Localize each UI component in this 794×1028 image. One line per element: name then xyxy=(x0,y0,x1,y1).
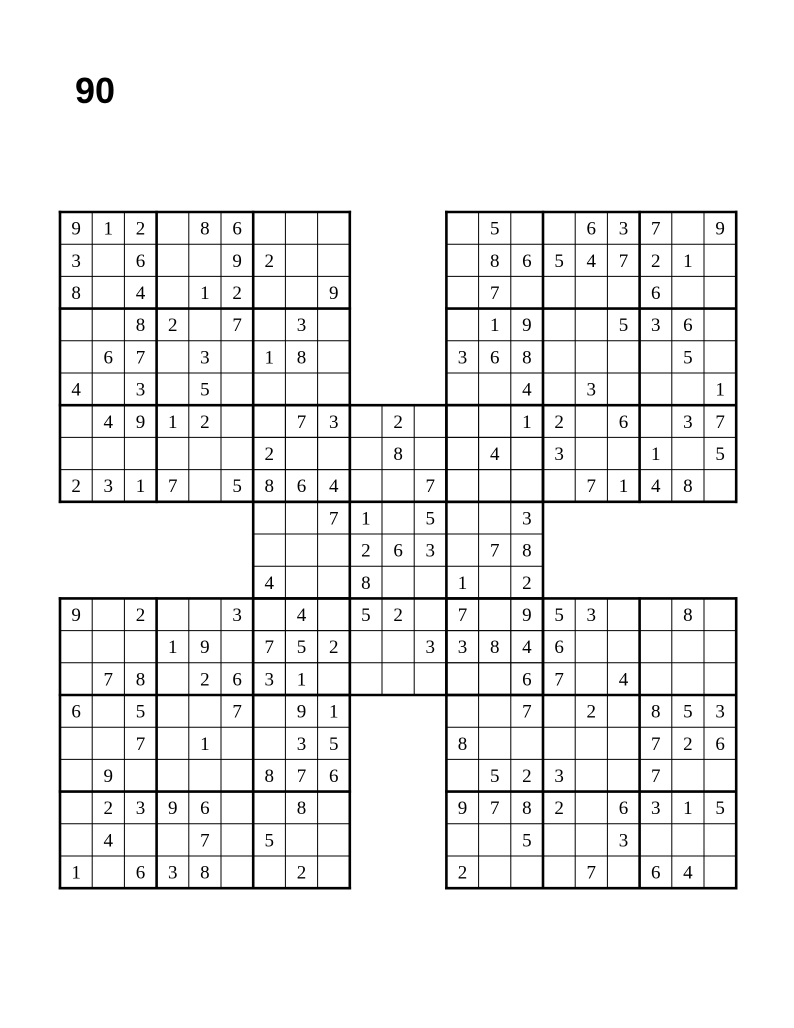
given-digit: 6 xyxy=(683,315,693,337)
given-digit: 6 xyxy=(715,733,725,755)
given-digit: 6 xyxy=(296,476,307,498)
given-digit: 1 xyxy=(264,347,275,369)
given-digit: 7 xyxy=(554,669,564,691)
given-digit: 2 xyxy=(264,250,275,272)
given-digit: 8 xyxy=(457,733,468,755)
given-digit: 6 xyxy=(328,766,339,787)
given-digit: 9 xyxy=(135,411,146,433)
given-digit: 8 xyxy=(71,283,81,304)
given-digit: 4 xyxy=(103,830,114,852)
given-digit: 5 xyxy=(715,444,725,465)
given-digit: 7 xyxy=(264,637,275,659)
given-digit: 4 xyxy=(103,411,114,433)
given-digit: 5 xyxy=(618,315,629,337)
given-digit: 3 xyxy=(200,347,210,369)
given-digit: 3 xyxy=(264,669,275,691)
given-digit: 1 xyxy=(103,218,114,240)
given-digit: 6 xyxy=(71,701,81,723)
given-digit: 2 xyxy=(393,411,403,433)
given-digit: 2 xyxy=(554,411,564,433)
given-digit: 7 xyxy=(457,605,468,626)
given-digit: 6 xyxy=(393,540,403,562)
given-digit: 2 xyxy=(200,411,210,433)
given-digit: 1 xyxy=(683,798,693,820)
given-digit: 7 xyxy=(135,347,146,369)
given-digit: 3 xyxy=(103,476,114,498)
given-digit: 3 xyxy=(167,862,178,884)
given-digit: 7 xyxy=(650,766,661,787)
given-digit: 2 xyxy=(361,540,371,562)
given-digit: 6 xyxy=(200,798,210,820)
given-digit: 3 xyxy=(650,315,661,337)
given-digit: 9 xyxy=(103,766,114,787)
given-digit: 1 xyxy=(489,315,500,337)
given-digit: 3 xyxy=(232,605,242,626)
given-digit: 2 xyxy=(71,476,81,498)
given-digit: 7 xyxy=(715,411,725,433)
given-digit: 3 xyxy=(457,637,468,659)
given-digit: 6 xyxy=(522,250,532,272)
given-digit: 8 xyxy=(522,347,532,369)
given-digit: 1 xyxy=(457,572,468,594)
given-digit: 7 xyxy=(586,476,597,498)
given-digit: 1 xyxy=(200,733,210,755)
given-digit: 1 xyxy=(200,283,210,304)
given-digit: 2 xyxy=(135,605,146,626)
given-digit: 8 xyxy=(489,250,500,272)
given-digit: 3 xyxy=(425,637,436,659)
given-digit: 9 xyxy=(71,218,81,240)
given-digit: 6 xyxy=(522,669,532,691)
given-digit: 6 xyxy=(135,250,146,272)
given-digit: 1 xyxy=(135,476,146,498)
given-digit: 2 xyxy=(264,444,275,465)
given-digit: 7 xyxy=(586,862,597,884)
given-digit: 5 xyxy=(683,701,693,723)
given-digit: 7 xyxy=(103,669,114,691)
given-digit: 5 xyxy=(135,701,146,723)
given-digit: 3 xyxy=(135,379,146,401)
given-digit: 2 xyxy=(103,798,114,820)
given-digit: 9 xyxy=(522,605,532,626)
given-digit: 3 xyxy=(554,444,564,465)
given-digit: 3 xyxy=(554,766,564,787)
given-digit: 3 xyxy=(425,540,436,562)
given-digit: 9 xyxy=(457,798,468,820)
given-digit: 8 xyxy=(522,798,532,820)
given-digit: 7 xyxy=(232,315,242,337)
given-digit: 4 xyxy=(489,444,500,465)
given-digit: 2 xyxy=(232,283,242,304)
given-digit: 5 xyxy=(489,766,500,787)
given-digit: 5 xyxy=(522,830,532,852)
given-digit: 8 xyxy=(200,862,210,884)
given-digit: 7 xyxy=(232,701,242,723)
given-digit: 3 xyxy=(71,250,81,272)
given-digit: 7 xyxy=(489,798,500,820)
given-digit: 6 xyxy=(232,669,242,691)
given-digit: 7 xyxy=(200,830,210,852)
given-digit: 3 xyxy=(618,218,629,240)
given-digit: 8 xyxy=(489,637,500,659)
given-digit: 2 xyxy=(200,669,210,691)
given-digit: 8 xyxy=(200,218,210,240)
given-digit: 4 xyxy=(522,637,532,659)
given-digit: 5 xyxy=(296,637,307,659)
given-digit: 7 xyxy=(425,476,436,498)
given-digit: 5 xyxy=(328,733,339,755)
given-digit: 7 xyxy=(296,766,307,787)
given-digit: 4 xyxy=(683,862,693,884)
given-digit: 1 xyxy=(167,411,178,433)
given-digit: 8 xyxy=(296,798,307,820)
given-digit: 1 xyxy=(650,444,661,465)
given-digit: 9 xyxy=(296,701,307,723)
given-digit: 1 xyxy=(683,250,693,272)
given-digit: 7 xyxy=(522,701,532,723)
given-digit: 3 xyxy=(586,605,597,626)
given-digit: 9 xyxy=(715,218,725,240)
given-digit: 6 xyxy=(489,347,500,369)
given-digit: 1 xyxy=(715,379,725,401)
given-digit: 8 xyxy=(296,347,307,369)
given-digit: 7 xyxy=(650,733,661,755)
given-digit: 8 xyxy=(135,315,146,337)
given-digit: 5 xyxy=(715,798,725,820)
given-digit: 4 xyxy=(650,476,661,498)
given-digit: 6 xyxy=(135,862,146,884)
given-digit: 2 xyxy=(554,798,564,820)
given-digit: 3 xyxy=(328,411,339,433)
given-digit: 1 xyxy=(328,701,339,723)
puzzle-number: 90 xyxy=(75,70,116,111)
given-digit: 2 xyxy=(296,862,307,884)
given-digit: 2 xyxy=(328,637,339,659)
given-digit: 3 xyxy=(683,411,693,433)
given-digit: 8 xyxy=(135,669,146,691)
given-digit: 5 xyxy=(489,218,500,240)
given-digit: 5 xyxy=(361,605,371,626)
given-digit: 4 xyxy=(522,379,532,401)
given-digit: 1 xyxy=(618,476,629,498)
given-digit: 8 xyxy=(264,766,275,787)
given-digit: 2 xyxy=(457,862,468,884)
given-digit: 9 xyxy=(232,250,242,272)
given-digit: 5 xyxy=(264,830,275,852)
given-digit: 4 xyxy=(328,476,339,498)
given-digit: 4 xyxy=(618,669,629,691)
given-digit: 1 xyxy=(296,669,307,691)
given-digit: 3 xyxy=(650,798,661,820)
given-digit: 1 xyxy=(361,508,371,530)
given-digit: 4 xyxy=(135,283,146,304)
given-digit: 3 xyxy=(296,315,307,337)
given-digit: 3 xyxy=(618,830,629,852)
given-digit: 8 xyxy=(683,605,693,626)
given-digit: 7 xyxy=(489,283,500,304)
given-digit: 4 xyxy=(296,605,307,626)
given-digit: 6 xyxy=(586,218,597,240)
given-digit: 2 xyxy=(522,766,532,787)
given-digit: 8 xyxy=(522,540,532,562)
given-digit: 1 xyxy=(522,411,532,433)
given-digit: 8 xyxy=(361,572,371,594)
given-digit: 5 xyxy=(200,379,210,401)
given-digit: 3 xyxy=(522,508,532,530)
given-digit: 8 xyxy=(683,476,693,498)
given-digit: 4 xyxy=(71,379,81,401)
given-digit: 7 xyxy=(167,476,178,498)
given-digit: 5 xyxy=(554,250,564,272)
given-digit: 2 xyxy=(522,572,532,594)
given-digit: 8 xyxy=(393,444,403,465)
given-digit: 7 xyxy=(618,250,629,272)
given-digit: 3 xyxy=(586,379,597,401)
given-digit: 2 xyxy=(167,315,178,337)
given-digit: 2 xyxy=(683,733,693,755)
given-digit: 5 xyxy=(554,605,564,626)
given-digit: 6 xyxy=(232,218,242,240)
given-digit: 3 xyxy=(715,701,725,723)
given-digit: 9 xyxy=(71,605,81,626)
given-digit: 1 xyxy=(167,637,178,659)
given-digit: 7 xyxy=(135,733,146,755)
given-digit: 8 xyxy=(264,476,275,498)
given-digit: 6 xyxy=(554,637,564,659)
given-digit: 2 xyxy=(393,605,403,626)
given-digit: 6 xyxy=(650,862,661,884)
given-digit: 9 xyxy=(167,798,178,820)
given-digit: 9 xyxy=(328,283,339,304)
given-digit: 7 xyxy=(650,218,661,240)
given-digit: 7 xyxy=(489,540,500,562)
given-digit: 6 xyxy=(103,347,114,369)
given-digit: 8 xyxy=(650,701,661,723)
given-digit: 9 xyxy=(522,315,532,337)
given-digits xyxy=(71,219,725,884)
given-digit: 4 xyxy=(264,572,275,594)
given-digit: 6 xyxy=(618,411,629,433)
given-digit: 5 xyxy=(232,476,242,498)
given-digit: 1 xyxy=(71,862,81,884)
given-digit: 3 xyxy=(457,347,468,369)
given-digit: 2 xyxy=(586,701,597,723)
given-digit: 5 xyxy=(425,508,436,530)
given-digit: 3 xyxy=(296,733,307,755)
given-digit: 2 xyxy=(650,250,661,272)
given-digit: 7 xyxy=(328,508,339,530)
given-digit: 9 xyxy=(200,637,210,659)
given-digit: 5 xyxy=(683,347,693,369)
given-digit: 4 xyxy=(586,250,597,272)
given-digit: 2 xyxy=(135,218,146,240)
given-digit: 7 xyxy=(296,411,307,433)
given-digit: 3 xyxy=(135,798,146,820)
given-digit: 6 xyxy=(650,283,661,304)
given-digit: 6 xyxy=(618,798,629,820)
